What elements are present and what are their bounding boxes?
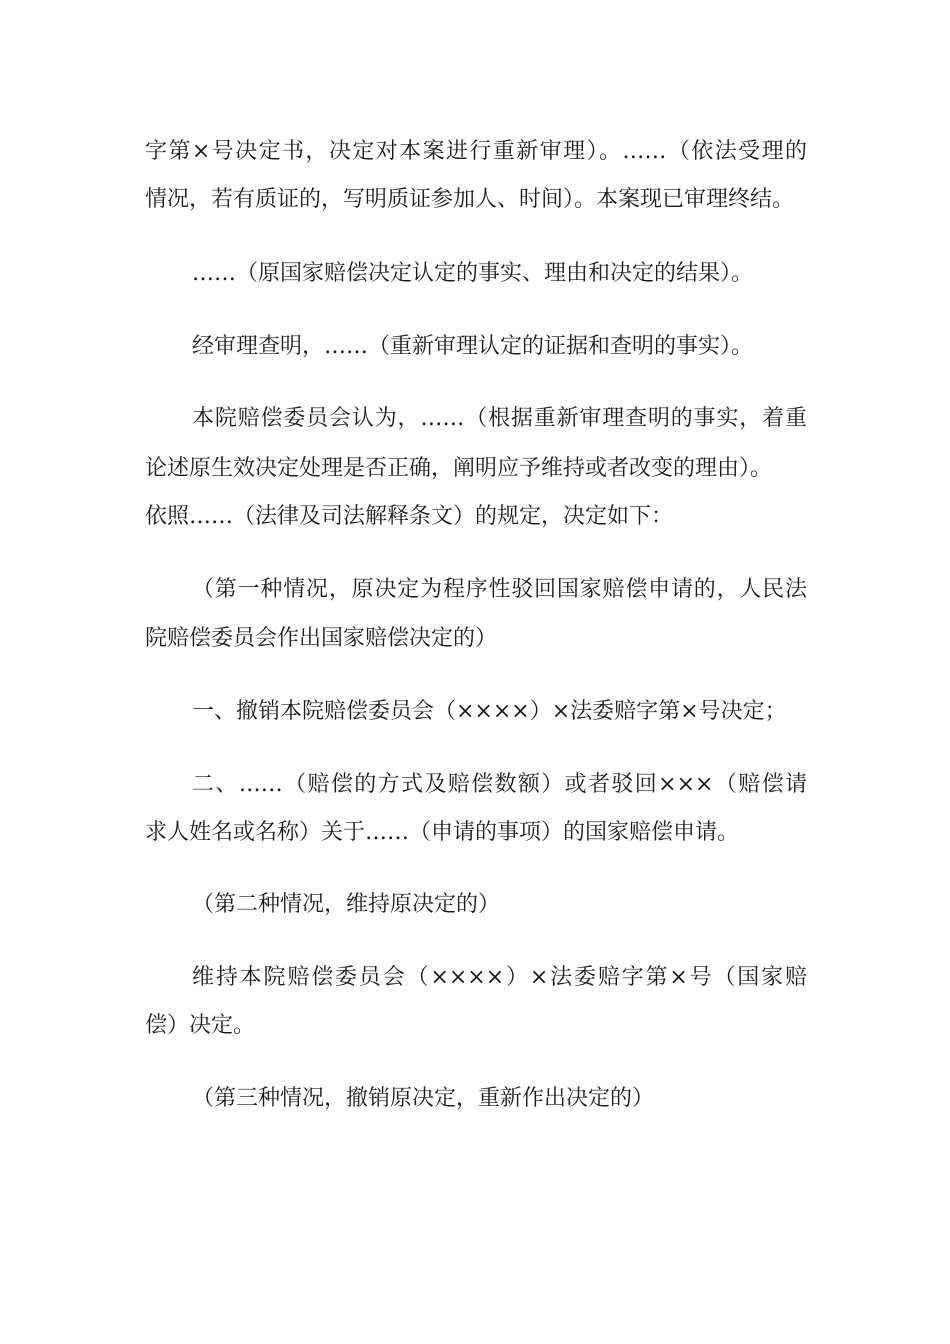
text-line-15: 偿）决定。 xyxy=(145,1013,256,1038)
text-line-8: （第一种情况，原决定为程序性驳回国家赔偿申请的，人民法 xyxy=(192,577,807,602)
text-line-1: 字第×号决定书，决定对本案进行重新审理）。……（依法受理的 xyxy=(145,139,807,164)
text-line-16: （第三种情况，撤销原决定，重新作出决定的） xyxy=(192,1086,655,1111)
text-line-5: 本院赔偿委员会认为，……（根据重新审理查明的事实，着重 xyxy=(192,406,807,431)
text-line-6: 论述原生效决定处理是否正确，阐明应予维持或者改变的理由）。 xyxy=(145,456,773,481)
text-line-13: （第二种情况，维持原决定的） xyxy=(192,892,501,917)
text-line-7: 依照……（法律及司法解释条文）的规定，决定如下： xyxy=(145,504,674,529)
text-line-11: 二、……（赔偿的方式及赔偿数额）或者驳回×××（赔偿请 xyxy=(192,772,807,797)
text-line-10: 一、撤销本院赔偿委员会（××××）×法委赔字第×号决定； xyxy=(192,699,787,724)
text-line-2: 情况，若有质证的，写明质证参加人、时间）。本案现已审理终结。 xyxy=(145,187,795,212)
text-line-12: 求人姓名或名称）关于……（申请的事项）的国家赔偿申请。 xyxy=(145,820,740,845)
text-line-4: 经审理查明，……（重新审理认定的证据和查明的事实）。 xyxy=(192,334,754,359)
text-line-3: ……（原国家赔偿决定认定的事实、理由和决定的结果）。 xyxy=(192,261,754,286)
text-line-14: 维持本院赔偿委员会（××××）×法委赔字第×号（国家赔 xyxy=(192,965,807,990)
text-line-9: 院赔偿委员会作出国家赔偿决定的） xyxy=(145,626,498,651)
